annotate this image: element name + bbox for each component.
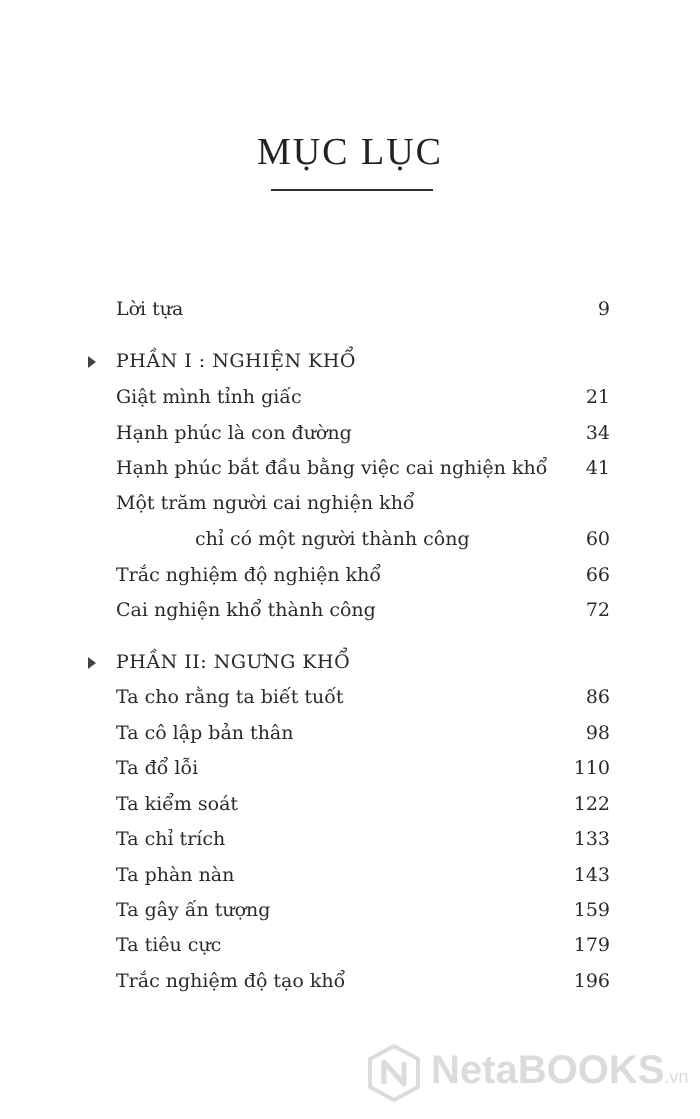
toc-entry-page: 122 xyxy=(573,793,610,815)
toc-entry[interactable] xyxy=(116,718,610,748)
toc-entry-label: chỉ có một người thành công xyxy=(195,528,470,550)
part-heading-label: PHẦN I : NGHIỆN KHỔ xyxy=(116,350,356,372)
toc-entry-label: Lời tựa xyxy=(116,298,184,320)
toc-entry[interactable] xyxy=(116,930,610,960)
toc-entry-label: Hạnh phúc bắt đầu bằng việc cai nghiện khổ xyxy=(116,457,548,479)
toc-entry[interactable] xyxy=(116,488,610,518)
toc-entry-label: Ta tiêu cực xyxy=(116,934,222,956)
toc-entry-page: 72 xyxy=(585,599,610,621)
triangle-right-icon xyxy=(88,356,96,368)
toc-entry-label: Hạnh phúc là con đường xyxy=(116,422,352,444)
toc-entry-page: 41 xyxy=(585,457,610,479)
toc-entry-page: 60 xyxy=(585,528,610,550)
triangle-right-icon xyxy=(88,657,96,669)
watermark-brand-suffix: .vn xyxy=(664,1067,689,1087)
toc-entry-page: 179 xyxy=(573,934,610,956)
toc-entry-page: 133 xyxy=(573,828,610,850)
toc-entry-page: 143 xyxy=(573,864,610,886)
toc-entry-continuation[interactable] xyxy=(116,524,610,554)
toc-entry[interactable] xyxy=(116,560,610,590)
toc-entry-page: 98 xyxy=(585,722,610,744)
netabooks-watermark xyxy=(365,1040,700,1110)
toc-entry-label: Trắc nghiệm độ nghiện khổ xyxy=(116,564,382,586)
toc-entry-page: 110 xyxy=(573,757,610,779)
toc-entry-page: 86 xyxy=(585,686,610,708)
toc-entry-page: 196 xyxy=(573,970,610,992)
toc-entry[interactable] xyxy=(116,895,610,925)
toc-entry-page: 66 xyxy=(585,564,610,586)
toc-entry[interactable] xyxy=(116,382,610,412)
toc-entry[interactable] xyxy=(116,824,610,854)
toc-entry[interactable] xyxy=(116,682,610,712)
toc-entry-page: 34 xyxy=(585,422,610,444)
toc-entry-page: 21 xyxy=(585,386,610,408)
toc-entry-page: 9 xyxy=(597,298,610,320)
page-title: MỤC LỤC xyxy=(256,131,444,173)
netabooks-logo-icon xyxy=(365,1044,423,1102)
part-heading-label: PHẦN II: NGƯNG KHỔ xyxy=(116,651,351,673)
part-heading-2[interactable] xyxy=(88,647,488,677)
toc-entry-label: Một trăm người cai nghiện khổ xyxy=(116,492,415,514)
title-underline xyxy=(271,189,433,191)
toc-entry-label: Ta phàn nàn xyxy=(116,864,235,886)
toc-entry-label: Ta đổ lỗi xyxy=(116,757,199,779)
toc-entry[interactable] xyxy=(116,753,610,783)
toc-entry-page: 159 xyxy=(573,899,610,921)
toc-entry-label: Ta gây ấn tượng xyxy=(116,899,271,921)
toc-entry[interactable] xyxy=(116,966,610,996)
toc-entry[interactable] xyxy=(116,860,610,890)
toc-entry-preface[interactable] xyxy=(116,294,610,324)
watermark-brand-text: NetaBOOKS xyxy=(431,1048,665,1092)
toc-entry[interactable] xyxy=(116,595,610,625)
toc-entry[interactable] xyxy=(116,453,610,483)
part-heading-1[interactable] xyxy=(88,346,488,376)
toc-entry-label: Trắc nghiệm độ tạo khổ xyxy=(116,970,346,992)
toc-entry-label: Ta cô lập bản thân xyxy=(116,722,294,744)
toc-entry-label: Ta chỉ trích xyxy=(116,828,226,850)
toc-entry-label: Giật mình tỉnh giấc xyxy=(116,386,302,408)
watermark-brand xyxy=(431,1048,688,1093)
toc-entry-label: Ta cho rằng ta biết tuốt xyxy=(116,686,344,708)
toc-entry[interactable] xyxy=(116,789,610,819)
toc-entry[interactable] xyxy=(116,418,610,448)
toc-entry-label: Ta kiểm soát xyxy=(116,793,239,815)
toc-entry-label: Cai nghiện khổ thành công xyxy=(116,599,376,621)
